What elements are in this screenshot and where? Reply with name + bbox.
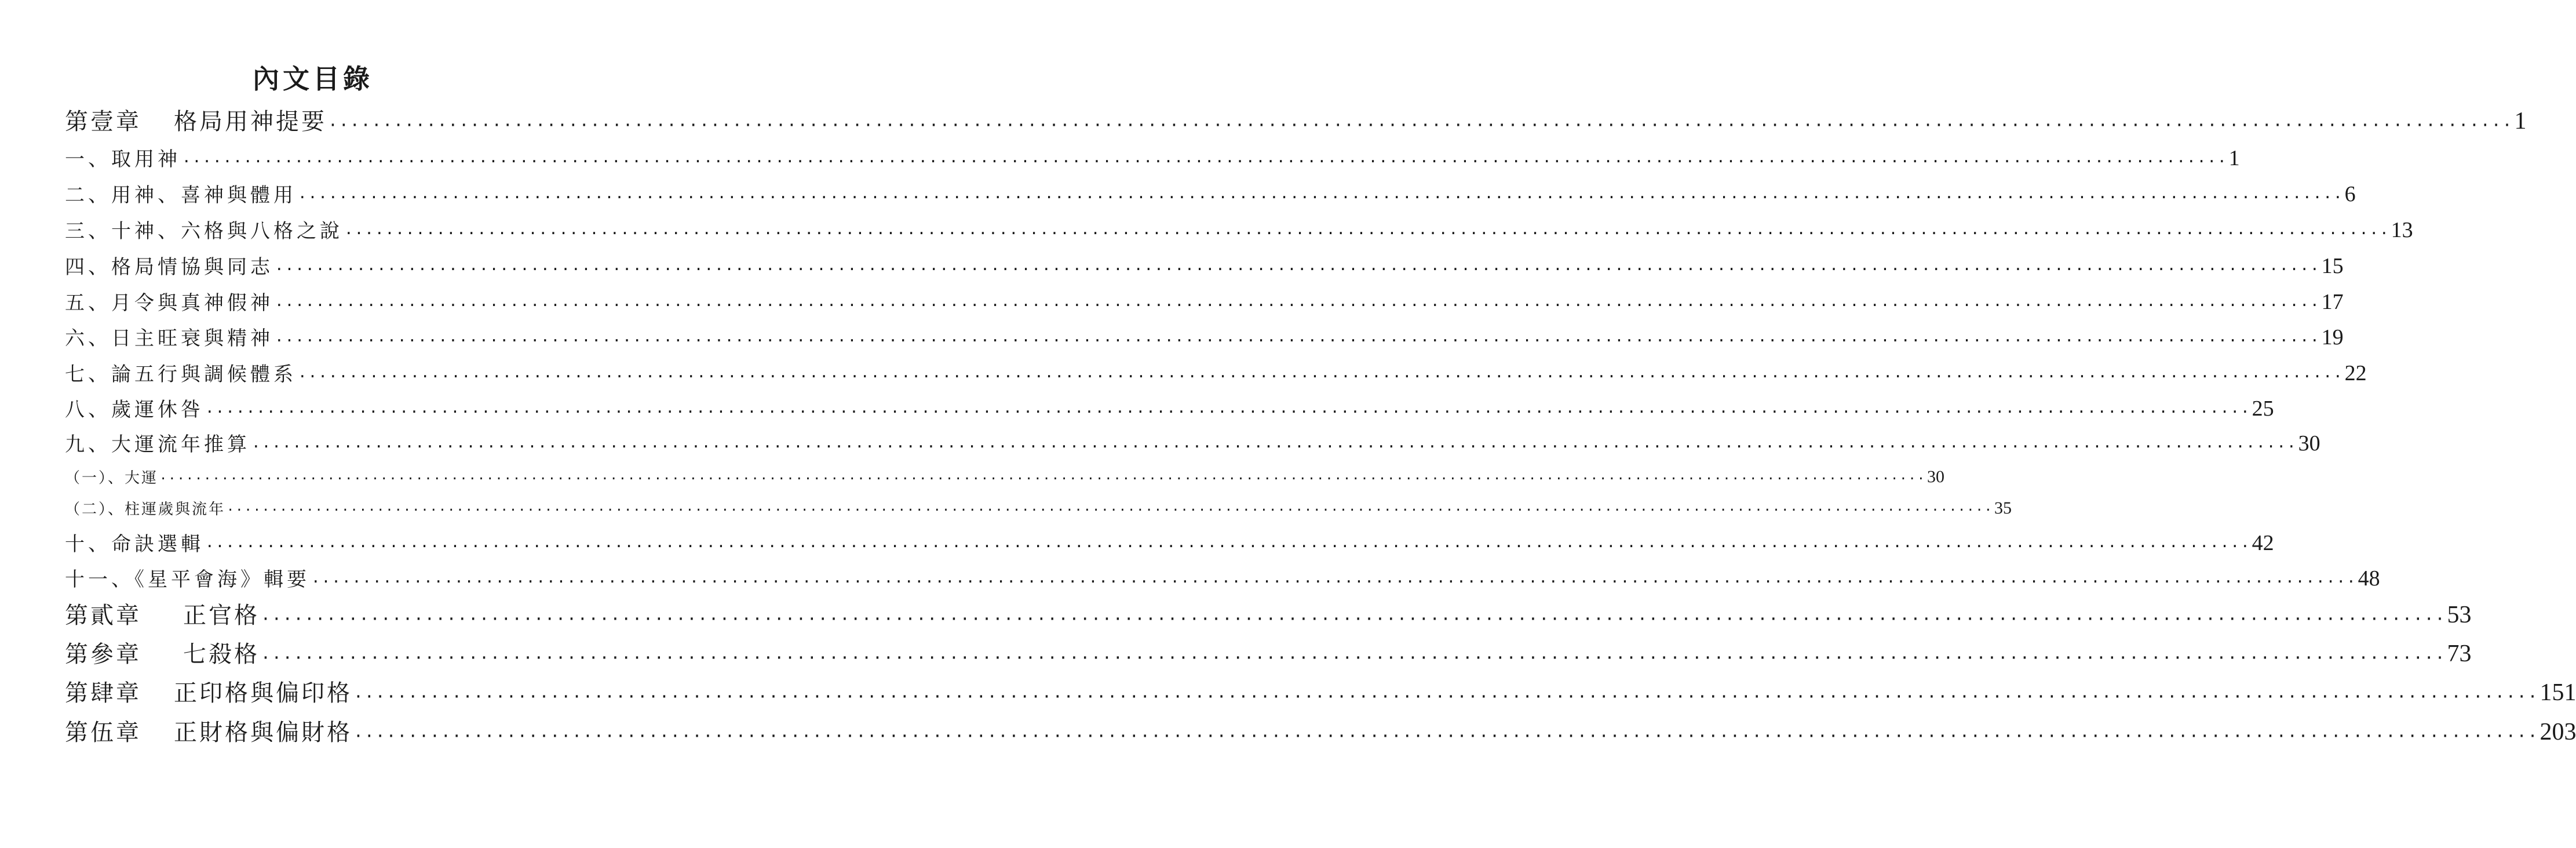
page-number: 19 [2321,325,2344,350]
toc-entry-label: 七、論五行與調候體系 [65,363,297,386]
toc-entry-label [65,604,260,627]
chapter-number: 第肆章 [65,680,141,707]
toc-section-entry [65,325,2344,350]
toc-section-entry [65,254,2344,279]
toc-entry-label: 三、十神、六格與八格之說 [65,220,343,243]
toc-entry-label: 一、取用神 [65,148,181,171]
page-number: 30 [2298,431,2320,456]
chapter-title: 七殺格 [183,641,260,668]
toc-section-entry [65,146,2240,171]
page-number: 48 [2358,566,2380,591]
toc-entry-label [65,721,352,744]
dot-leader: ········································································································································································································ [227,503,1994,518]
dot-leader: ········································································································································································································ [261,609,2446,628]
toc-section-entry [65,361,2367,386]
dot-leader: ········································································································································································································ [298,368,2344,385]
toc-entry-label [65,110,327,133]
page-number: 151 [2539,679,2576,706]
dot-leader: ········································································································································································································ [159,472,1926,486]
dot-leader: ········································································································································································································ [328,115,2513,134]
page-number: 17 [2321,290,2344,314]
page-number: 35 [1994,498,2012,518]
toc-section-entry [65,290,2344,315]
toc-subsection-entry [65,498,2012,518]
toc-section-entry [65,566,2380,591]
dot-leader: ········································································································································································································ [261,648,2446,667]
page-number: 22 [2344,361,2367,385]
chapter-title: 正官格 [183,602,260,629]
dot-leader: ········································································································································································································ [275,297,2320,314]
dot-leader: ········································································································································································································ [344,225,2390,242]
toc-entry-label: （一）、大運 [65,470,159,487]
chapter-number: 第伍章 [65,719,141,746]
toc-section-entry [65,396,2274,421]
toc-entry-label: 六、日主旺衰與精神 [65,327,273,350]
chapter-title: 正印格與偏印格 [174,680,352,707]
toc-chapter-entry [65,640,2472,668]
page-number: 1 [2228,146,2240,170]
page-number: 1 [2514,108,2527,134]
chapter-number: 第壹章 [65,108,141,135]
toc-entry-label: 八、歲運休咎 [65,398,204,421]
page-number: 15 [2321,254,2344,278]
dot-leader: ········································································································································································································ [275,261,2320,278]
dot-leader: ········································································································································································································ [353,726,2539,745]
toc-entry-label [65,643,260,666]
dot-leader: ········································································································································································································ [182,153,2228,170]
toc-entry-label: 十一、《星平會海》輯要 [65,568,310,591]
page-number: 6 [2344,182,2356,206]
chapter-title: 格局用神提要 [174,108,327,135]
page-number: 53 [2447,602,2472,628]
chapter-number: 第貳章 [65,602,141,629]
toc-entry-label: 二、用神、喜神與體用 [65,184,297,207]
toc-entry-label: 九、大運流年推算 [65,433,250,456]
dot-leader: ········································································································································································································ [205,403,2251,421]
chapter-title: 正財格與偏財格 [174,719,352,746]
page-number: 42 [2252,531,2274,555]
toc-entry-label: 十、命訣選輯 [65,533,204,556]
dot-leader: ········································································································································································································ [353,687,2539,706]
toc-section-entry [65,182,2356,207]
toc-subsection-entry [65,467,1945,487]
toc-section-entry [65,431,2320,456]
toc-chapter-entry [65,679,2576,707]
toc-section-entry [65,531,2274,556]
toc-section-entry [65,218,2413,243]
toc-entry-label: 四、格局情協與同志 [65,256,273,279]
toc-entry-label [65,682,352,705]
page-number: 203 [2539,719,2576,745]
toc-chapter-entry [65,719,2576,746]
dot-leader: ········································································································································································································ [311,573,2357,591]
page-title: 內文目錄 [253,63,373,94]
page-number: 25 [2252,396,2274,421]
toc-chapter-entry [65,602,2472,629]
toc-entry-label: 五、月令與真神假神 [65,292,273,315]
page-number: 30 [1927,467,1945,486]
toc-chapter-entry [65,108,2527,135]
chapter-number: 第參章 [65,641,141,668]
dot-leader: ········································································································································································································ [298,189,2344,206]
page-number: 73 [2447,640,2472,667]
toc-entry-label: （二）、柱運歲與流年 [65,501,226,518]
page-number: 13 [2391,218,2413,242]
dot-leader: ········································································································································································································ [205,538,2251,555]
dot-leader: ········································································································································································································ [275,332,2320,350]
dot-leader: ········································································································································································································ [251,438,2297,456]
